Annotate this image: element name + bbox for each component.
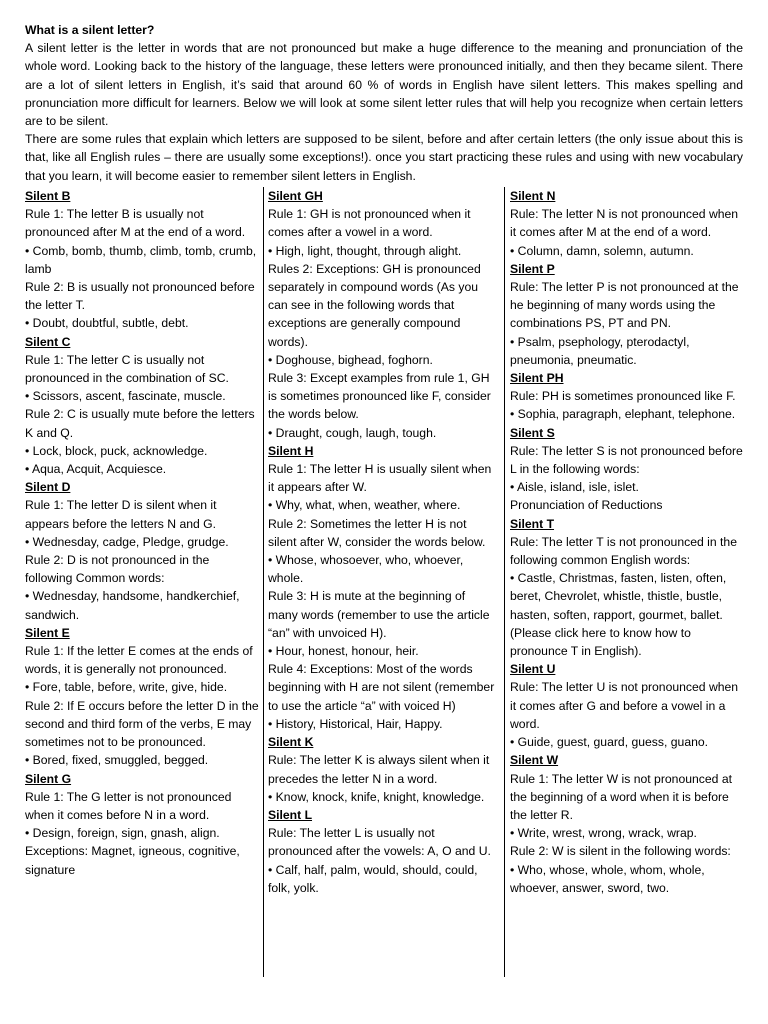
rule-text: Rule: The letter S is not pronounced before L in the following words:	[510, 443, 743, 477]
example-list: • Guide, guest, guard, guess, guano.	[510, 735, 709, 750]
example-list: • History, Historical, Hair, Happy.	[268, 716, 443, 731]
intro-paragraph: There are some rules that explain which letters are supposed to be silent, before and after certain letters (the only issue about this is that, like all English rules – there are usually some exceptions!). once you start practicing these rules and using with new vocabulary that you learn, it will become easier to remember silent letters in English.	[25, 132, 743, 183]
rule-text: Rule: PH is sometimes pronounced like F.	[510, 389, 736, 404]
section-heading: Silent K	[268, 735, 314, 750]
rule-text: Rule 2: C is usually mute before the letters K and Q.	[25, 407, 255, 440]
rule-text: Rule 3: H is mute at the beginning of many words (remember to use the article “an” with unvoiced H).	[268, 589, 490, 640]
page-title: What is a silent letter?	[25, 23, 155, 37]
section-heading: Silent C	[25, 334, 71, 349]
section-heading: Silent G	[25, 771, 72, 786]
rule-text: Rule 1: GH is not pronounced when it comes after a vowel in a word.	[268, 207, 471, 240]
rule-text: Rule 1: The G letter is not pronounced when it comes before N in a word.	[25, 789, 232, 822]
example-list: • Write, wrest, wrong, wrack, wrap.	[510, 826, 697, 841]
rule-section	[510, 424, 744, 515]
example-list: • Aisle, island, isle, islet.	[510, 480, 639, 495]
section-heading: Silent T	[510, 516, 555, 531]
rule-text: Rule: The letter U is not pronounced when it comes after G and before a vowel in a word.	[510, 680, 739, 731]
example-list: • High, light, thought, through alight.	[268, 243, 462, 258]
intro-section	[25, 21, 743, 185]
example-list: • Sophia, paragraph, elephant, telephone.	[510, 407, 736, 422]
rules-column-2	[268, 187, 498, 897]
example-list: • Draught, cough, laugh, tough.	[268, 425, 437, 440]
example-list: • Fore, table, before, write, give, hide.	[25, 680, 228, 695]
example-list: • Wednesday, handsome, handkerchief, sandwich.	[25, 589, 240, 622]
rule-section	[510, 187, 744, 260]
section-heading: Silent B	[25, 189, 71, 203]
example-list: • Why, what, when, weather, where.	[268, 498, 461, 513]
rule-text: Rule 2: If E occurs before the letter D in the second and third form of the verbs, E may sometimes not to be pronounced.	[25, 698, 259, 750]
rules-column-3	[510, 187, 744, 897]
example-list: • Lock, block, puck, acknowledge.	[25, 443, 208, 458]
rule-text: Rule: The letter P is not pronounced at the he beginning of many words using the combinations PS, PT and PN.	[510, 280, 739, 331]
rule-text: Rule: The letter L is usually not pronounced after the vowels: A, O and U.	[268, 826, 491, 859]
rule-text: Pronunciation of Reductions	[510, 498, 663, 513]
rule-text: Rule 1: The letter W is not pronounced at the beginning of a word when it is before the letter R.	[510, 771, 732, 822]
example-list: • Wednesday, cadge, Pledge, grudge.	[25, 534, 229, 549]
section-heading: Silent E	[25, 625, 70, 640]
example-list: • Scissors, ascent, fascinate, muscle.	[25, 389, 226, 404]
rule-section	[268, 806, 498, 897]
rule-text: Rule 1: If the letter E comes at the ends of words, it is generally not pronounced.	[25, 644, 253, 677]
example-list: • Aqua, Acquit, Acquiesce.	[25, 462, 167, 477]
example-list: • Design, foreign, sign, gnash, align.	[25, 826, 220, 841]
rule-text: Exceptions: Magnet, igneous, cognitive, signature	[25, 844, 240, 877]
rule-text: Rules 2: Exceptions: GH is pronounced separately in compound words (As you can see in the following words that exceptions are generally compound words).	[268, 261, 481, 349]
rule-section	[25, 770, 259, 879]
section-heading: Silent P	[510, 261, 555, 276]
rule-text: Rule 1: The letter C is usually not pronounced in the combination of SC.	[25, 352, 229, 386]
rule-section	[268, 187, 498, 442]
example-list: • Comb, bomb, thumb, climb, tomb, crumb, lamb	[25, 243, 257, 276]
rule-text: Rule: The letter N is not pronounced when it comes after M at the end of a word.	[510, 207, 739, 240]
example-list: • Psalm, psephology, pterodactyl, pneumonia, pneumatic.	[510, 334, 690, 367]
rule-text: Rule: The letter K is always silent when it precedes the letter N in a word.	[268, 753, 490, 786]
rule-section	[25, 333, 259, 479]
rule-section	[25, 187, 259, 333]
section-heading: Silent N	[510, 189, 556, 203]
rule-text: Rule 1: The letter B is usually not pronounced after M at the end of a word.	[25, 207, 246, 240]
rule-section	[510, 515, 744, 661]
rule-text: Rule 2: D is not pronounced in the following Common words:	[25, 553, 210, 586]
rule-section	[510, 660, 744, 751]
rule-section	[510, 369, 744, 424]
example-list: • Bored, fixed, smuggled, begged.	[25, 753, 209, 768]
example-list: • Whose, whosoever, who, whoever, whole.	[268, 553, 464, 586]
rule-section	[510, 751, 744, 897]
rule-text: Rule 2: W is silent in the following words:	[510, 844, 731, 859]
rule-section	[25, 478, 259, 624]
section-heading: Silent L	[268, 807, 313, 822]
example-list: • Castle, Christmas, fasten, listen, often, beret, Chevrolet, whistle, thistle, bustle, hasten, soften, rapport, gourmet, ballet. (Please click here to know how to pronounce T in English).	[510, 571, 727, 659]
rule-section	[268, 733, 498, 806]
rule-section	[510, 260, 744, 369]
example-list: • Who, whose, whole, whom, whole, whoever, answer, sword, two.	[510, 862, 705, 895]
section-heading: Silent S	[510, 425, 555, 440]
rule-text: Rule: The letter T is not pronounced in the following common English words:	[510, 534, 737, 568]
example-list: • Hour, honest, honour, heir.	[268, 644, 419, 659]
intro-paragraph: A silent letter is the letter in words that are not pronounced but make a huge difference to the meaning and pronunciation of the whole word. Looking back to the history of the language, these letters were pronounced initially, and then they became silent. There are a lot of silent letters in English, it’s said that around 60 % of words in English have silent letters. This makes spelling and pronunciation more difficult for learners. Below we will look at some silent letter rules that will help you recognize when certain letters are to be silent.	[25, 41, 743, 129]
example-list: • Doghouse, bighead, foghorn.	[268, 352, 433, 367]
section-heading: Silent W	[510, 753, 559, 768]
section-heading: Silent U	[510, 662, 556, 677]
rule-text: Rule 4: Exceptions: Most of the words beginning with H are not silent (remember to use the article “a” with voiced H)	[268, 662, 495, 713]
section-heading: Silent PH	[510, 371, 564, 386]
rule-text: Rule 3: Except examples from rule 1, GH is sometimes pronounced like F, consider the words below.	[268, 371, 491, 422]
example-list: • Doubt, doubtful, subtle, debt.	[25, 316, 189, 331]
example-list: • Know, knock, knife, knight, knowledge.	[268, 789, 485, 804]
rules-columns	[0, 187, 768, 977]
example-list: • Column, damn, solemn, autumn.	[510, 243, 694, 258]
rule-text: Rule 2: Sometimes the letter H is not silent after W, consider the words below.	[268, 516, 486, 549]
section-heading: Silent D	[25, 480, 71, 495]
rules-column-1	[25, 187, 259, 879]
rule-text: Rule 1: The letter D is silent when it appears before the letters N and G.	[25, 498, 217, 531]
rule-text: Rule 1: The letter H is usually silent when it appears after W.	[268, 462, 492, 495]
section-heading: Silent GH	[268, 189, 323, 203]
rule-text: Rule 2: B is usually not pronounced before the letter T.	[25, 280, 255, 313]
section-heading: Silent H	[268, 443, 314, 458]
rule-section	[268, 442, 498, 733]
example-list: • Calf, half, palm, would, should, could, folk, yolk.	[268, 862, 478, 895]
rule-section	[25, 624, 259, 770]
